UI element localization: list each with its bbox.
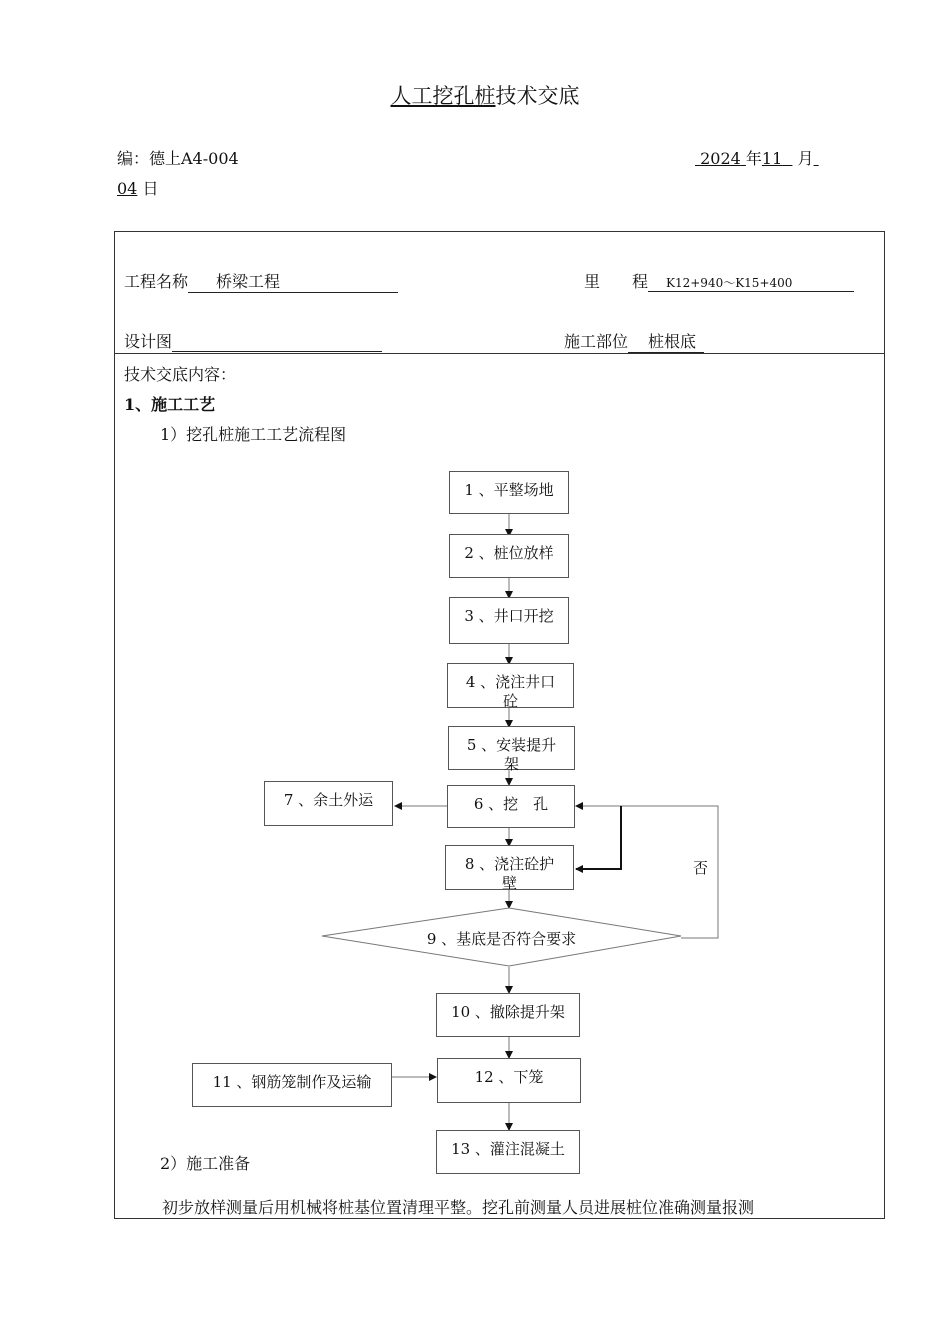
document-code: 编：德上A4-004 <box>117 149 239 168</box>
content-header: 技术交底内容： <box>124 365 237 384</box>
location-label: 施工部位 <box>564 332 629 351</box>
flow-step-13: 13 、灌注混凝土 <box>436 1130 580 1174</box>
subsection-flowchart: 1）挖孔桩施工工艺流程图 <box>160 425 347 444</box>
title-rest: 技术交底 <box>495 84 580 108</box>
project-name-label: 工程名称 <box>124 272 189 291</box>
date-month: 11 <box>761 149 783 168</box>
flow-step-10: 10 、撤除提升架 <box>436 993 580 1037</box>
flow-step-6: 6 、挖 孔 <box>447 785 575 828</box>
date-day: 04 <box>117 179 138 198</box>
flow-step-11: 11 、钢筋笼制作及运输 <box>192 1063 392 1107</box>
flow-step-7: 7 、余土外运 <box>264 781 393 826</box>
flow-step-1: 1 、平整场地 <box>449 471 569 514</box>
mileage-value: K12+940～K15+400 <box>666 276 793 290</box>
date-day-unit: 日 <box>142 179 159 198</box>
mileage-label: 里 程 <box>584 272 649 291</box>
subsection-preparation: 2）施工准备 <box>160 1154 251 1173</box>
title-underlined: 人工挖孔桩 <box>390 84 496 108</box>
date-year-unit: 年 <box>745 149 762 168</box>
flow-step-3: 3 、井口开挖 <box>449 597 569 644</box>
flow-step-5: 5 、安装提升架 <box>448 726 575 770</box>
flow-step-4: 4 、浇注井口砼 <box>447 663 574 708</box>
flow-step-9: 9 、基底是否符合要求 <box>426 930 577 948</box>
loop-inner-arrow <box>576 806 621 869</box>
date-month-unit: 月 <box>797 149 814 168</box>
section-title: 1、施工工艺 <box>124 395 216 414</box>
flow-step-12: 12 、下笼 <box>437 1058 581 1103</box>
flow-step-2: 2 、桩位放样 <box>449 534 569 578</box>
design-label: 设计图 <box>124 332 173 351</box>
preparation-paragraph: 初步放样测量后用机械将桩基位置清理平整。挖孔前测量人员进展桩位准确测量报测 <box>162 1198 755 1217</box>
flow-step-8: 8 、浇注砼护壁 <box>445 845 574 890</box>
project-name-value: 桥梁工程 <box>216 272 281 291</box>
location-value: 桩根底 <box>648 332 697 351</box>
flow-no-label: 否 <box>693 859 709 877</box>
date-year: 2024 <box>700 149 741 168</box>
